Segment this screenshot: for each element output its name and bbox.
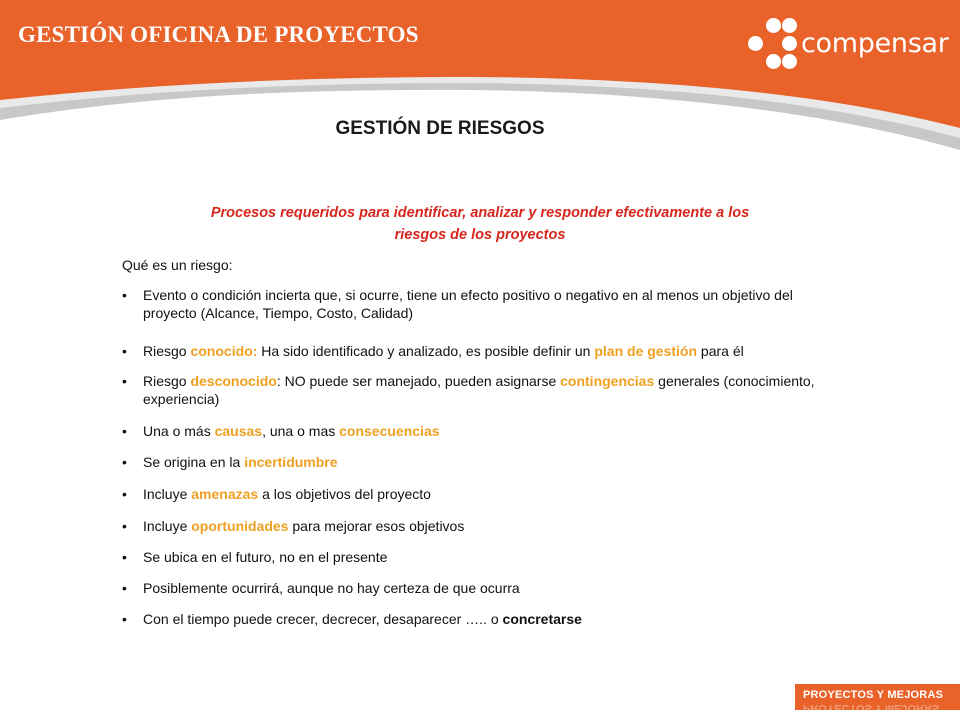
highlighted-term: oportunidades [191, 518, 289, 534]
highlighted-term: plan de gestión [594, 343, 698, 359]
logo-dot-icon [782, 36, 797, 51]
list-item-text: Se origina en la [143, 454, 245, 470]
page-title: GESTIÓN DE RIESGOS [335, 118, 545, 139]
subtitle-line: riesgos de los proyectos [394, 227, 566, 243]
list-item-text: Incluye [143, 518, 192, 534]
logo-dot-icon [748, 36, 763, 51]
logo-dot-icon [782, 54, 797, 69]
footer-badge [795, 684, 960, 714]
list-item [122, 422, 842, 440]
highlighted-term: causas [214, 423, 263, 439]
list-item [122, 548, 842, 566]
page-subtitle [130, 202, 830, 246]
list-item-text: Una o más [143, 423, 215, 439]
highlighted-term: contingencias [560, 373, 655, 389]
list-item [122, 579, 842, 597]
bold-term: concretarse [502, 611, 582, 627]
footer-badge-text: PROYECTOS Y MEJORAS [803, 689, 944, 701]
list-item [122, 485, 842, 503]
logo-dot-icon [766, 18, 781, 33]
list-item-text: , una o mas [262, 423, 340, 439]
list-item-text: para él [697, 343, 744, 359]
list-item-text: Incluye [143, 486, 192, 502]
list-item-text: Riesgo [143, 343, 191, 359]
list-item-text: para mejorar esos objetivos [288, 518, 465, 534]
list-item [122, 610, 842, 628]
logo-text: compensar [801, 28, 949, 59]
list-item [122, 372, 842, 408]
list-item-text: generales (conocimiento, experiencia) [143, 373, 815, 407]
logo-dot-icon [782, 18, 797, 33]
list-item [122, 517, 842, 535]
subtitle-line: Procesos requeridos para identificar, analizar y responder efectivamente a los [210, 205, 750, 221]
list-item [122, 286, 842, 322]
footer-badge-reflection: PROYECTOS Y MEJORAS [803, 702, 940, 714]
highlighted-term: consecuencias [339, 423, 440, 439]
list-item-text: Con el tiempo puede crecer, decrecer, desaparecer ….. o [143, 611, 503, 627]
list-item-text: Ha sido identificado y analizado, es posible definir un [257, 343, 595, 359]
risk-definition-list [122, 286, 842, 628]
highlighted-term: desconocido [190, 373, 277, 389]
list-item-text: Posiblemente ocurrirá, aunque no hay certeza de que ocurra [143, 580, 520, 596]
logo-dot-icon [766, 54, 781, 69]
highlighted-term: amenazas [191, 486, 259, 502]
list-item [122, 453, 842, 471]
highlighted-term: incertidumbre [244, 454, 338, 470]
list-item-text: Evento o condición incierta que, si ocurre, tiene un efecto positivo o negativo en al menos un objetivo del proyecto (Alcance, Tiempo, Costo, Calidad) [143, 287, 793, 321]
list-item-text: a los objetivos del proyecto [258, 486, 431, 502]
list-item-text: Se ubica en el futuro, no en el presente [143, 549, 388, 565]
header-title: GESTIÓN OFICINA DE PROYECTOS [18, 22, 419, 47]
highlighted-term: conocido: [190, 343, 258, 359]
list-item-text: : NO puede ser manejado, pueden asignarse [276, 373, 561, 389]
intro-text: Qué es un riesgo: [122, 257, 233, 273]
list-item-text: Riesgo [143, 373, 191, 389]
compensar-logo [746, 16, 949, 76]
list-item [122, 342, 842, 360]
